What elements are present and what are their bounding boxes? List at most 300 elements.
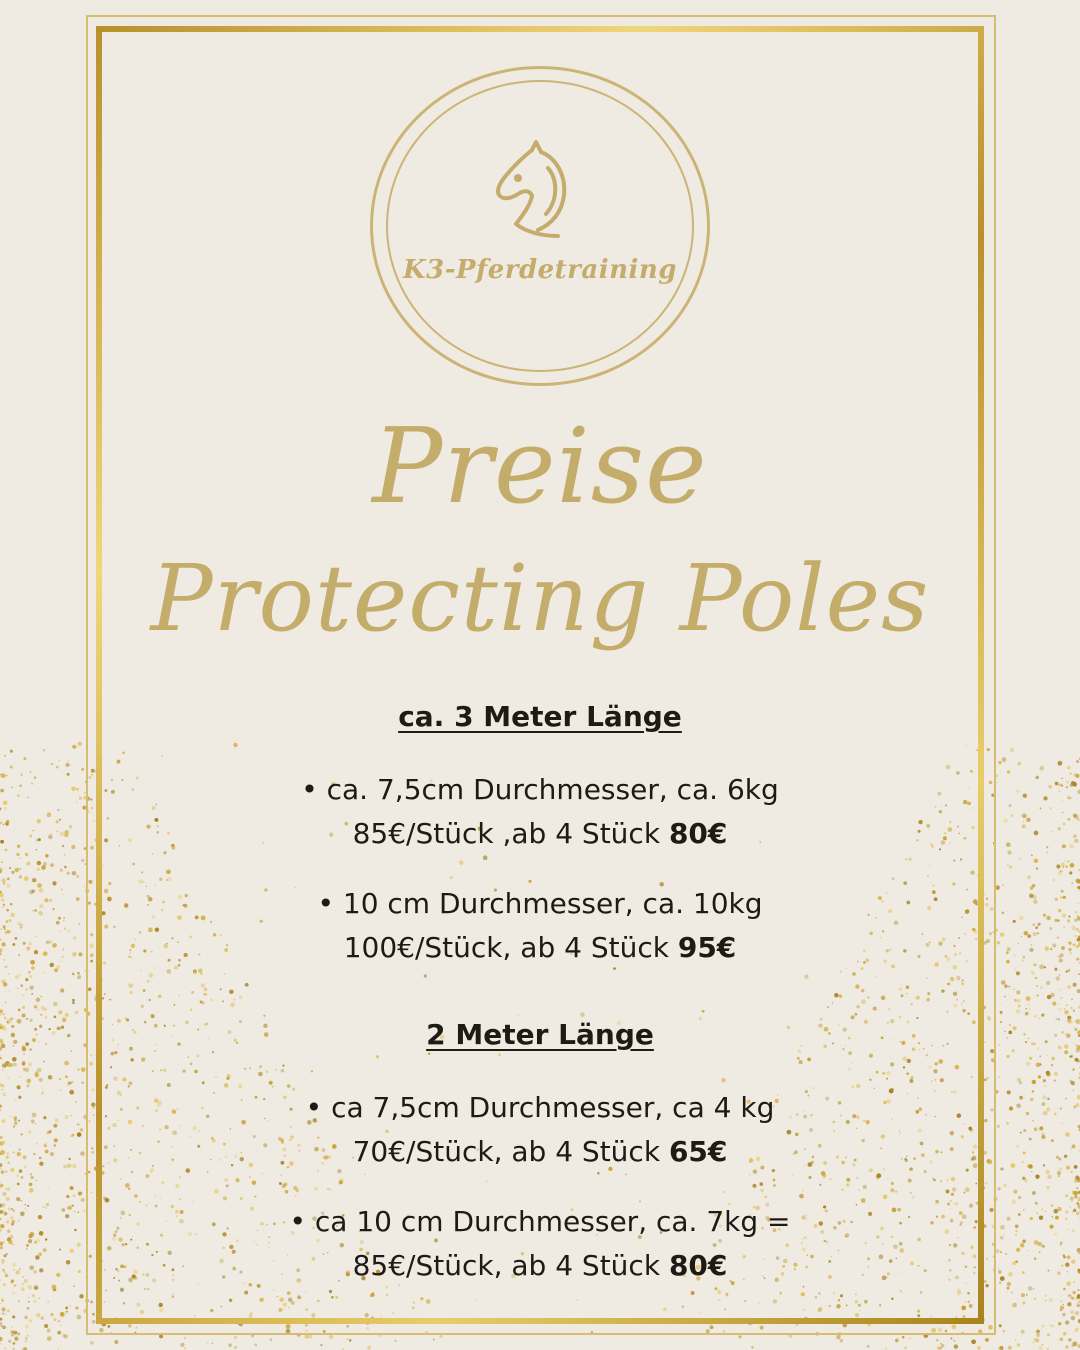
glitter-dot <box>72 999 75 1002</box>
glitter-dot <box>1071 1007 1073 1009</box>
glitter-dot <box>68 1206 72 1210</box>
glitter-dot <box>63 1282 65 1284</box>
glitter-dot <box>1057 1207 1062 1212</box>
glitter-dot <box>2 1325 6 1329</box>
glitter-dot <box>1066 1281 1071 1286</box>
glitter-dot <box>1007 850 1011 854</box>
glitter-dot <box>24 876 29 881</box>
glitter-dot <box>6 820 9 823</box>
glitter-dot <box>52 881 56 885</box>
price-bulk: 80€ <box>668 817 728 850</box>
glitter-dot <box>1071 1316 1075 1320</box>
glitter-dot <box>1065 860 1066 861</box>
glitter-dot <box>1054 1233 1057 1236</box>
glitter-dot <box>29 1183 33 1187</box>
glitter-dot <box>1034 1240 1039 1245</box>
glitter-dot <box>26 862 30 866</box>
glitter-dot <box>1067 1016 1071 1020</box>
glitter-dot <box>1061 1295 1063 1297</box>
glitter-dot <box>1045 1211 1046 1212</box>
glitter-dot <box>1008 1346 1012 1350</box>
glitter-dot <box>1032 972 1035 975</box>
glitter-dot <box>8 973 10 975</box>
glitter-dot <box>81 1198 85 1202</box>
glitter-dot <box>20 1200 22 1202</box>
glitter-dot <box>78 1270 81 1273</box>
glitter-dot <box>184 1347 186 1349</box>
glitter-dot <box>895 1339 899 1343</box>
glitter-dot <box>1070 1206 1071 1207</box>
item-spec: • ca 7,5cm Durchmesser, ca 4 kg <box>305 1091 775 1124</box>
glitter-dot <box>1065 1132 1070 1137</box>
glitter-dot <box>62 1018 67 1023</box>
glitter-dot <box>1065 1345 1069 1349</box>
glitter-dot <box>0 953 2 955</box>
glitter-dot <box>1016 1009 1021 1014</box>
glitter-dot <box>30 960 35 965</box>
glitter-dot <box>1004 1031 1005 1032</box>
glitter-dot <box>17 1152 22 1157</box>
glitter-dot <box>36 1313 40 1317</box>
price-bulk: 65€ <box>668 1135 728 1168</box>
glitter-dot <box>50 1313 53 1316</box>
horse-head-icon <box>486 140 586 250</box>
glitter-dot <box>69 1090 74 1095</box>
glitter-dot <box>34 1028 37 1031</box>
price-item <box>100 768 980 856</box>
glitter-dot <box>39 888 44 893</box>
glitter-dot <box>33 1153 36 1156</box>
glitter-dot <box>1009 804 1012 807</box>
glitter-dot <box>1068 948 1071 951</box>
glitter-dot <box>71 845 75 849</box>
glitter-dot <box>41 1093 43 1095</box>
glitter-dot <box>1043 1079 1046 1082</box>
glitter-dot <box>11 787 12 788</box>
glitter-dot <box>29 975 32 978</box>
glitter-dot <box>25 978 28 981</box>
glitter-dot <box>1063 823 1065 825</box>
glitter-dot <box>21 1133 23 1135</box>
glitter-dot <box>1065 1210 1068 1213</box>
glitter-dot <box>1061 997 1062 998</box>
glitter-dot <box>39 1268 43 1272</box>
glitter-dot <box>36 935 37 936</box>
glitter-dot <box>1071 1171 1073 1173</box>
glitter-dot <box>31 1120 35 1124</box>
glitter-dot <box>57 1027 61 1031</box>
item-spec: • ca. 7,5cm Durchmesser, ca. 6kg <box>301 773 779 806</box>
glitter-dot <box>17 922 21 926</box>
glitter-dot <box>1078 1289 1080 1291</box>
glitter-dot <box>24 1316 27 1319</box>
glitter-dot <box>1046 1107 1050 1111</box>
glitter-dot <box>0 1279 1 1280</box>
glitter-dot <box>1026 1294 1028 1296</box>
glitter-dot <box>77 1315 82 1320</box>
glitter-dot <box>1065 1033 1066 1034</box>
glitter-dot <box>51 833 52 834</box>
glitter-dot <box>21 1176 24 1179</box>
glitter-dot <box>1027 934 1031 938</box>
glitter-dot <box>23 1155 27 1159</box>
glitter-dot <box>20 1211 25 1216</box>
glitter-dot <box>1072 1211 1074 1213</box>
glitter-dot <box>58 1348 59 1349</box>
glitter-dot <box>1067 985 1071 989</box>
glitter-dot <box>1002 884 1003 885</box>
glitter-dot <box>10 750 13 753</box>
glitter-dot <box>1031 854 1033 856</box>
glitter-dot <box>1075 1328 1079 1332</box>
glitter-dot <box>76 897 80 901</box>
glitter-dot <box>1028 1286 1033 1291</box>
glitter-dot <box>66 1195 69 1198</box>
glitter-dot <box>1020 815 1022 817</box>
glitter-dot <box>1062 913 1066 917</box>
glitter-dot <box>1046 1054 1048 1056</box>
glitter-dot <box>320 1344 322 1346</box>
glitter-dot <box>1034 1339 1035 1340</box>
glitter-dot <box>13 1210 15 1212</box>
glitter-dot <box>37 1009 38 1010</box>
glitter-dot <box>72 745 76 749</box>
glitter-dot <box>26 1018 28 1020</box>
glitter-dot <box>1028 1038 1029 1039</box>
glitter-dot <box>1007 1217 1011 1221</box>
glitter-dot <box>0 1105 2 1108</box>
glitter-dot <box>37 1068 42 1073</box>
glitter-dot <box>1039 964 1044 969</box>
glitter-dot <box>1064 1050 1068 1054</box>
glitter-dot <box>71 1051 72 1052</box>
glitter-dot <box>1017 1343 1020 1346</box>
glitter-dot <box>1 1298 3 1300</box>
glitter-dot <box>1056 864 1060 868</box>
glitter-dot <box>1060 1300 1062 1302</box>
glitter-dot <box>1063 1332 1067 1336</box>
glitter-dot <box>1041 1208 1043 1210</box>
glitter-dot <box>18 1096 21 1099</box>
glitter-dot <box>9 1115 12 1118</box>
glitter-dot <box>1075 1311 1079 1315</box>
glitter-dot <box>0 948 2 953</box>
glitter-dot <box>1064 1008 1066 1010</box>
glitter-dot <box>45 1238 47 1240</box>
glitter-dot <box>1034 831 1039 836</box>
glitter-dot <box>7 1162 9 1164</box>
glitter-dot <box>73 1285 75 1287</box>
glitter-dot <box>5 849 8 852</box>
glitter-dot <box>1054 1034 1057 1037</box>
glitter-dot <box>50 863 54 867</box>
glitter-dot <box>15 937 18 940</box>
glitter-dot <box>0 1009 3 1013</box>
glitter-dot <box>34 1300 36 1302</box>
glitter-dot <box>56 921 60 925</box>
glitter-dot <box>78 1124 80 1126</box>
glitter-dot <box>56 1273 60 1277</box>
glitter-dot <box>20 857 21 858</box>
glitter-dot <box>1073 983 1077 987</box>
glitter-dot <box>1078 1253 1079 1254</box>
glitter-dot <box>31 782 33 784</box>
glitter-dot <box>1050 1204 1053 1207</box>
glitter-dot <box>1000 1236 1004 1240</box>
glitter-dot <box>3 801 7 805</box>
glitter-dot <box>1055 782 1058 785</box>
glitter-dot <box>1008 986 1010 988</box>
glitter-dot <box>35 1072 38 1075</box>
glitter-dot <box>53 1144 55 1146</box>
glitter-dot <box>1058 872 1062 876</box>
glitter-dot <box>12 1263 16 1267</box>
glitter-dot <box>1045 1040 1048 1043</box>
glitter-dot <box>998 1187 1001 1190</box>
glitter-dot <box>6 1197 10 1201</box>
glitter-dot <box>1028 1164 1032 1168</box>
glitter-dot <box>71 916 73 918</box>
glitter-dot <box>1004 985 1007 988</box>
glitter-dot <box>1042 1344 1043 1345</box>
glitter-dot <box>1041 1013 1044 1016</box>
glitter-dot <box>38 838 41 841</box>
glitter-dot <box>27 1334 29 1336</box>
glitter-dot <box>940 1343 941 1344</box>
glitter-dot <box>1016 971 1020 975</box>
glitter-dot <box>68 930 70 932</box>
section-heading: ca. 3 Meter Länge <box>398 700 682 733</box>
glitter-dot <box>78 1192 82 1196</box>
glitter-dot <box>1 929 2 930</box>
glitter-dot <box>25 1042 29 1046</box>
glitter-dot <box>1003 818 1008 823</box>
price-item <box>100 882 980 970</box>
glitter-dot <box>1018 1000 1019 1001</box>
glitter-dot <box>1076 1044 1077 1045</box>
glitter-dot <box>39 1078 43 1082</box>
glitter-dot <box>66 1311 68 1313</box>
glitter-dot <box>1041 1325 1044 1328</box>
glitter-dot <box>3 1093 7 1097</box>
glitter-dot <box>35 1255 40 1260</box>
glitter-dot <box>1059 1167 1063 1171</box>
glitter-dot <box>1063 1288 1066 1291</box>
glitter-dot <box>114 1340 118 1344</box>
glitter-dot <box>7 1152 9 1154</box>
glitter-dot <box>1045 1170 1050 1175</box>
glitter-dot <box>349 1339 352 1342</box>
glitter-dot <box>13 1045 14 1046</box>
price-text: 100€/Stück, ab 4 Stück <box>343 931 678 964</box>
glitter-dot <box>1038 923 1041 926</box>
glitter-dot <box>22 1062 26 1066</box>
glitter-dot <box>78 742 82 746</box>
glitter-dot <box>19 1076 20 1077</box>
glitter-dot <box>67 1164 72 1169</box>
glitter-dot <box>1045 1295 1046 1296</box>
glitter-dot <box>10 1168 14 1172</box>
glitter-dot <box>44 898 48 902</box>
price-text: 85€/Stück ,ab 4 Stück <box>352 817 669 850</box>
glitter-dot <box>75 1011 79 1015</box>
glitter-dot <box>867 1345 870 1348</box>
glitter-dot <box>18 1220 20 1222</box>
glitter-dot <box>3 1014 4 1015</box>
glitter-dot <box>1011 815 1013 817</box>
glitter-dot <box>1068 1338 1071 1341</box>
glitter-dot <box>25 988 27 990</box>
price-item <box>100 1200 980 1288</box>
glitter-dot <box>1063 896 1066 899</box>
glitter-dot <box>56 965 60 969</box>
glitter-dot <box>1045 917 1048 920</box>
glitter-dot <box>1070 773 1072 775</box>
glitter-dot <box>34 1241 37 1244</box>
glitter-dot <box>1051 1064 1053 1066</box>
glitter-dot <box>19 1268 21 1270</box>
glitter-dot <box>56 821 59 824</box>
item-price <box>100 812 980 856</box>
glitter-dot <box>1039 1129 1041 1131</box>
item-spec: • ca 10 cm Durchmesser, ca. 7kg = <box>289 1205 791 1238</box>
glitter-dot <box>997 941 1000 944</box>
glitter-dot <box>1009 1031 1013 1035</box>
glitter-dot <box>6 1187 10 1191</box>
glitter-dot <box>76 746 77 747</box>
glitter-dot <box>1052 1001 1056 1005</box>
glitter-dot <box>79 797 82 800</box>
glitter-dot <box>1067 1229 1069 1231</box>
glitter-dot <box>1015 1230 1017 1232</box>
glitter-dot <box>1046 846 1048 848</box>
glitter-dot <box>32 1038 36 1042</box>
glitter-dot <box>1022 824 1026 828</box>
glitter-dot <box>1060 1107 1062 1109</box>
glitter-dot <box>1051 1057 1054 1060</box>
glitter-dot <box>82 1082 84 1084</box>
glitter-dot <box>78 923 80 925</box>
glitter-dot <box>1067 1302 1071 1306</box>
glitter-dot <box>16 1197 20 1201</box>
glitter-dot <box>48 1028 50 1030</box>
glitter-dot <box>1051 1139 1054 1142</box>
glitter-dot <box>6 909 9 912</box>
glitter-dot <box>1030 1217 1033 1220</box>
glitter-dot <box>17 1019 22 1024</box>
glitter-dot <box>70 1249 74 1253</box>
glitter-dot <box>3 883 5 885</box>
glitter-dot <box>1074 1165 1078 1169</box>
glitter-dot <box>3 904 5 906</box>
glitter-dot <box>1023 956 1026 959</box>
glitter-dot <box>1022 1161 1024 1163</box>
glitter-dot <box>37 868 40 871</box>
glitter-dot <box>60 831 65 836</box>
glitter-dot <box>11 913 15 917</box>
glitter-dot <box>79 1294 83 1298</box>
glitter-dot <box>77 1069 79 1071</box>
glitter-dot <box>31 993 33 995</box>
glitter-dot <box>65 1307 68 1310</box>
glitter-dot <box>81 1067 86 1072</box>
glitter-dot <box>1015 1224 1019 1228</box>
glitter-dot <box>1061 863 1065 867</box>
glitter-dot <box>184 1337 186 1339</box>
glitter-dot <box>4 1212 8 1216</box>
glitter-dot <box>1032 1120 1033 1121</box>
glitter-dot <box>0 821 3 824</box>
glitter-dot <box>52 908 54 910</box>
glitter-dot <box>59 1078 61 1080</box>
glitter-dot <box>1077 1303 1078 1304</box>
glitter-dot <box>433 1339 435 1341</box>
glitter-dot <box>1071 797 1072 798</box>
glitter-dot <box>1058 909 1062 913</box>
glitter-dot <box>1074 1281 1075 1282</box>
glitter-dot <box>1023 793 1027 797</box>
glitter-dot <box>1077 1181 1078 1182</box>
glitter-dot <box>29 835 32 838</box>
glitter-dot <box>1033 899 1037 903</box>
glitter-dot <box>53 1124 57 1128</box>
glitter-dot <box>50 963 54 967</box>
glitter-dot <box>1012 1049 1015 1052</box>
glitter-dot <box>1069 871 1072 874</box>
glitter-dot <box>17 988 19 990</box>
glitter-dot <box>11 1280 14 1283</box>
glitter-dot <box>1076 1298 1078 1300</box>
glitter-dot <box>1035 1338 1039 1342</box>
glitter-dot <box>1036 1212 1038 1214</box>
glitter-dot <box>20 926 23 929</box>
glitter-dot <box>62 845 64 847</box>
glitter-dot <box>1007 864 1009 866</box>
glitter-dot <box>1000 1225 1005 1230</box>
glitter-dot <box>69 825 73 829</box>
glitter-dot <box>1000 1003 1001 1004</box>
glitter-dot <box>4 755 6 757</box>
glitter-dot <box>19 875 22 878</box>
glitter-dot <box>5 1001 7 1003</box>
glitter-dot <box>3 982 7 986</box>
glitter-dot <box>0 840 4 844</box>
glitter-dot <box>43 1061 44 1062</box>
glitter-dot <box>23 1053 25 1055</box>
glitter-dot <box>1076 928 1079 931</box>
glitter-dot <box>0 808 2 811</box>
glitter-dot <box>39 904 43 908</box>
glitter-dot <box>1029 948 1033 952</box>
glitter-dot <box>1063 1254 1065 1256</box>
glitter-dot <box>1058 1018 1060 1020</box>
glitter-dot <box>1048 1270 1050 1272</box>
glitter-dot <box>1066 1034 1070 1038</box>
glitter-dot <box>1058 1322 1061 1325</box>
glitter-dot <box>13 1063 17 1067</box>
glitter-dot <box>64 866 67 869</box>
glitter-dot <box>751 1346 753 1348</box>
glitter-dot <box>77 1132 81 1136</box>
glitter-dot <box>3 1309 6 1312</box>
glitter-dot <box>1034 1127 1038 1131</box>
glitter-dot <box>32 1113 37 1118</box>
glitter-dot <box>19 784 22 787</box>
glitter-dot <box>18 954 20 956</box>
glitter-dot <box>1006 842 1011 847</box>
glitter-dot <box>1062 844 1066 848</box>
glitter-dot <box>1011 1163 1016 1168</box>
